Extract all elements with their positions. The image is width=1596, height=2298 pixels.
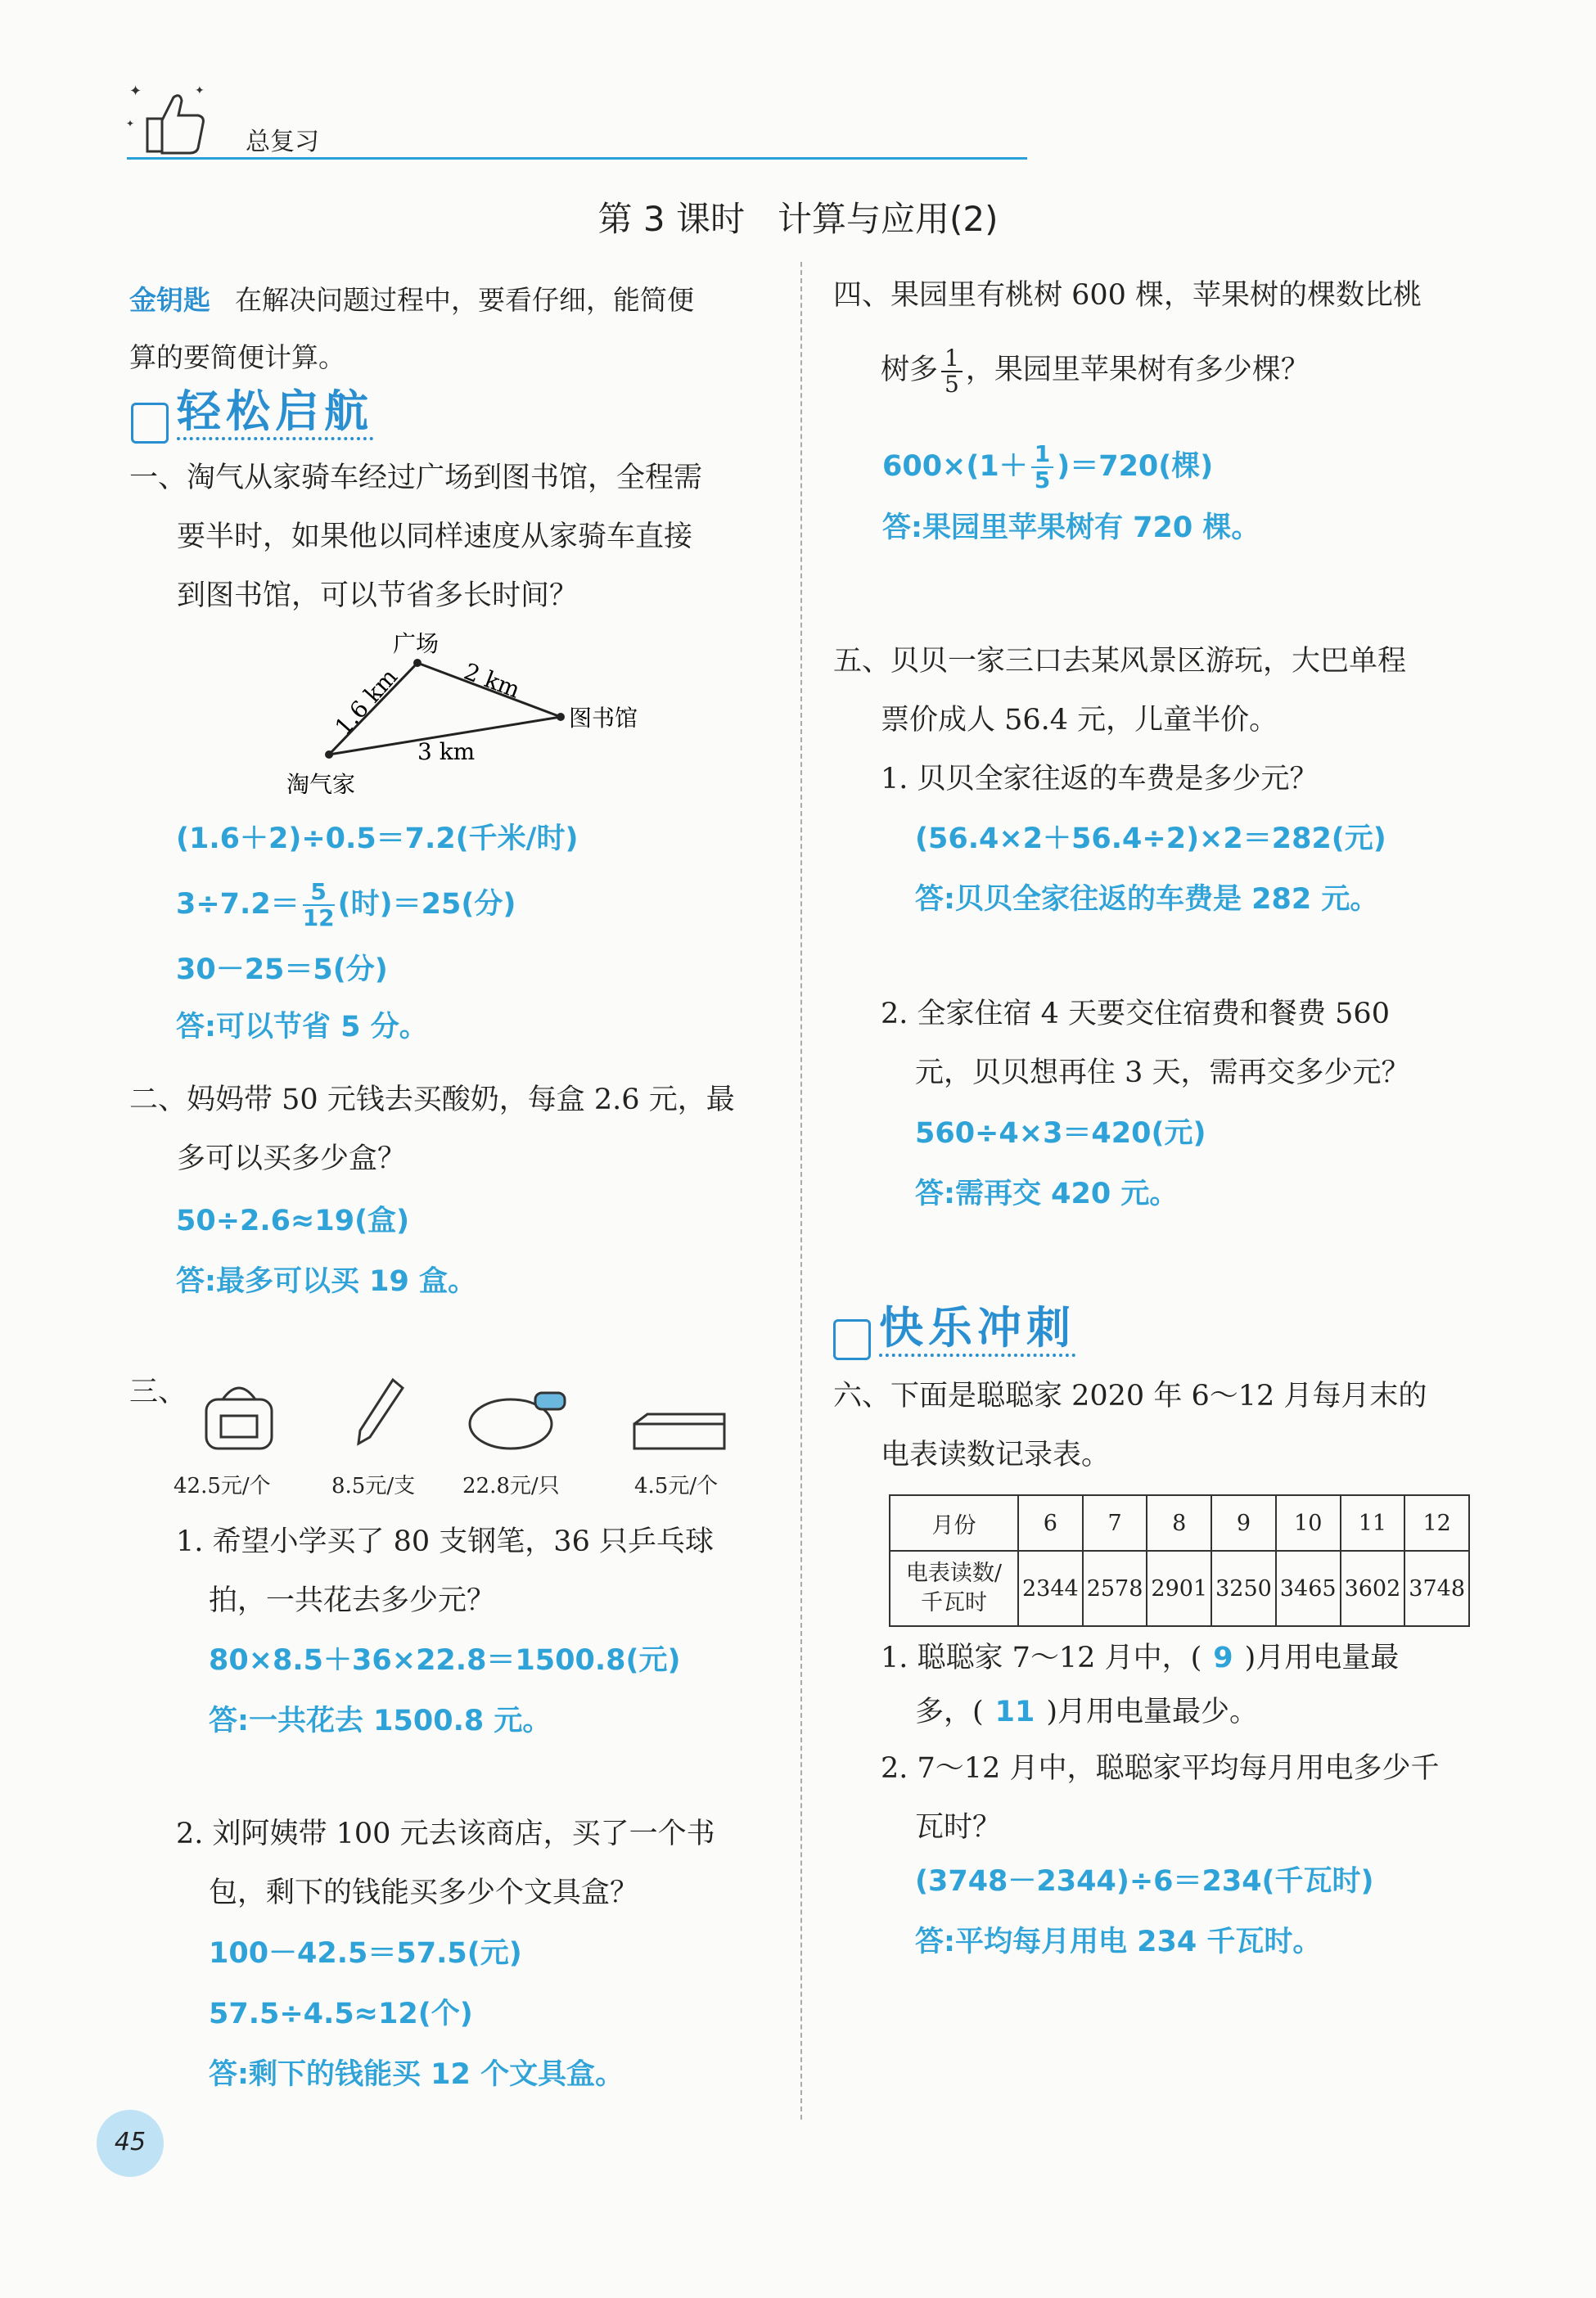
price-bag: 42.5元/个 bbox=[174, 1474, 271, 1498]
q3-1-answer: 80×8.5＋36×22.8＝1500.8(元) 答:一共花去 1500.8 元。 bbox=[209, 1644, 681, 1737]
question-6-1: 1. 聪聪家 7～12 月中，( 9 )月用电量最 多，( 11 )月用电量最少。 bbox=[881, 1642, 1400, 1728]
reading-cell: 2344 bbox=[1018, 1551, 1083, 1626]
question-6: 六、下面是聪聪家 2020 年 6～12 月每月末的 电表读数记录表。 bbox=[833, 1380, 1427, 1471]
header-section-label: 总复习 bbox=[246, 128, 319, 156]
q5-1-answer: (56.4×2＋56.4÷2)×2＝282(元) 答:贝贝全家往返的车费是 282 元。 bbox=[915, 822, 1386, 916]
pencil-case-icon bbox=[626, 1408, 733, 1460]
month-cell: 6 bbox=[1018, 1495, 1083, 1551]
q6-2-answer: (3748－2344)÷6＝234(千瓦时) 答:平均每月用电 234 千瓦时。 bbox=[915, 1865, 1374, 1958]
month-cell: 9 bbox=[1211, 1495, 1276, 1551]
svg-text:✦: ✦ bbox=[129, 83, 142, 100]
book-icon bbox=[833, 1319, 871, 1360]
question-1: 一、淘气从家骑车经过广场到图书馆，全程需 要半时，如果他以同样速度从家骑车直接 到图书馆，可以节省多长时间？ bbox=[129, 462, 703, 612]
book-icon bbox=[131, 403, 169, 444]
question-3-label: 三、 bbox=[129, 1376, 187, 1408]
section-heading-2: 快乐冲刺 bbox=[833, 1293, 1075, 1360]
q4-answer: 600×(1＋ $\frac{1}{5}$ )＝720(棵) 答:果园里苹果树有 720 棵。 bbox=[882, 440, 1260, 544]
pen-icon bbox=[344, 1375, 409, 1460]
diagram-library-label: 图书馆 bbox=[569, 705, 638, 732]
diagram-distance-2: 2 km bbox=[460, 657, 524, 704]
question-5-2: 2. 全家住宿 4 天要交住宿费和餐费 560 元，贝贝想再住 3 天，需再交多少元？ bbox=[881, 998, 1410, 1089]
blank-answer-1: 9 bbox=[1213, 1642, 1233, 1674]
q1-answer: (1.6＋2)÷0.5＝7.2(千米/时) 3÷7.2＝ $\frac{5}{12}$ (时)＝25(分) 30－25＝5(分) 答:可以节省 5 分。 bbox=[176, 822, 579, 1043]
reading-cell: 2901 bbox=[1147, 1551, 1211, 1626]
month-cell: 12 bbox=[1404, 1495, 1469, 1551]
meter-reading-table bbox=[889, 1494, 1470, 1627]
month-cell: 8 bbox=[1147, 1495, 1211, 1551]
question-3-2: 2. 刘阿姨带 100 元去该商店，买了一个书 包，剩下的钱能买多少个文具盒？ bbox=[176, 1818, 715, 1909]
month-cell: 11 bbox=[1341, 1495, 1405, 1551]
blank-answer-2: 11 bbox=[994, 1696, 1035, 1728]
price-pencil-case: 4.5元/个 bbox=[634, 1474, 719, 1498]
question-4: 四、果园里有桃树 600 棵，苹果树的棵数比桃 树多 $\frac{1}{5}$ ，果园里苹果树有多少棵？ bbox=[833, 279, 1422, 398]
school-bag-icon bbox=[190, 1375, 288, 1460]
reading-cell: 3748 bbox=[1404, 1551, 1469, 1626]
price-paddle: 22.8元/只 bbox=[462, 1474, 560, 1498]
diagram-distance-1: 1.6 km bbox=[329, 663, 404, 741]
page-number: 45 bbox=[114, 2128, 147, 2156]
reading-cell: 2578 bbox=[1083, 1551, 1147, 1626]
diagram-home-label: 淘气家 bbox=[286, 771, 356, 794]
reading-cell: 3602 bbox=[1341, 1551, 1405, 1626]
page-title: 第 3 课时 计算与应用(2) bbox=[597, 199, 999, 239]
q5-2-answer: 560÷4×3＝420(元) 答:需再交 420 元。 bbox=[915, 1117, 1206, 1210]
key-tip-label: 金钥匙 bbox=[129, 284, 210, 316]
question-5: 五、贝贝一家三口去某风景区游玩，大巴单程 票价成人 56.4 元，儿童半价。 1. 贝贝全家往返的车费是多少元？ bbox=[833, 645, 1407, 795]
thumbs-up-icon bbox=[123, 78, 213, 160]
ping-pong-paddle-icon bbox=[465, 1383, 571, 1460]
reading-cell: 3465 bbox=[1276, 1551, 1341, 1626]
svg-text:✦: ✦ bbox=[126, 118, 135, 129]
question-2: 二、妈妈带 50 元钱去买酸奶，每盒 2.6 元，最 多可以买多少盒？ bbox=[129, 1084, 735, 1175]
question-6-2: 2. 7～12 月中，聪聪家平均每月用电多少千 瓦时？ bbox=[881, 1752, 1440, 1844]
month-cell: 7 bbox=[1083, 1495, 1147, 1551]
column-divider bbox=[800, 262, 802, 2120]
svg-text:✦: ✦ bbox=[195, 84, 205, 97]
question-3-1: 1. 希望小学买了 80 支钢笔，36 只乒乓球 拍，一共花去多少元？ bbox=[176, 1525, 714, 1617]
reading-cell: 3250 bbox=[1211, 1551, 1276, 1626]
q3-2-answer: 100－42.5＝57.5(元) 57.5÷4.5≈12(个) 答:剩下的钱能买 12 个文具盒。 bbox=[209, 1937, 624, 2091]
month-cell: 10 bbox=[1276, 1495, 1341, 1551]
table-row-label: 电表读数/ 千瓦时 bbox=[890, 1551, 1018, 1626]
key-tip: 金钥匙 在解决问题过程中，要看仔细，能简便 算的要简便计算。 bbox=[129, 284, 694, 373]
route-diagram bbox=[278, 630, 688, 794]
q2-answer: 50÷2.6≈19(盒) 答:最多可以买 19 盒。 bbox=[176, 1205, 477, 1298]
diagram-square-label: 广场 bbox=[393, 630, 440, 657]
header-rule bbox=[127, 157, 1027, 160]
diagram-distance-3: 3 km bbox=[417, 738, 476, 765]
table-header-label: 月份 bbox=[890, 1495, 1018, 1551]
price-pen: 8.5元/支 bbox=[331, 1474, 416, 1498]
section-heading-1: 轻松启航 bbox=[131, 376, 373, 444]
